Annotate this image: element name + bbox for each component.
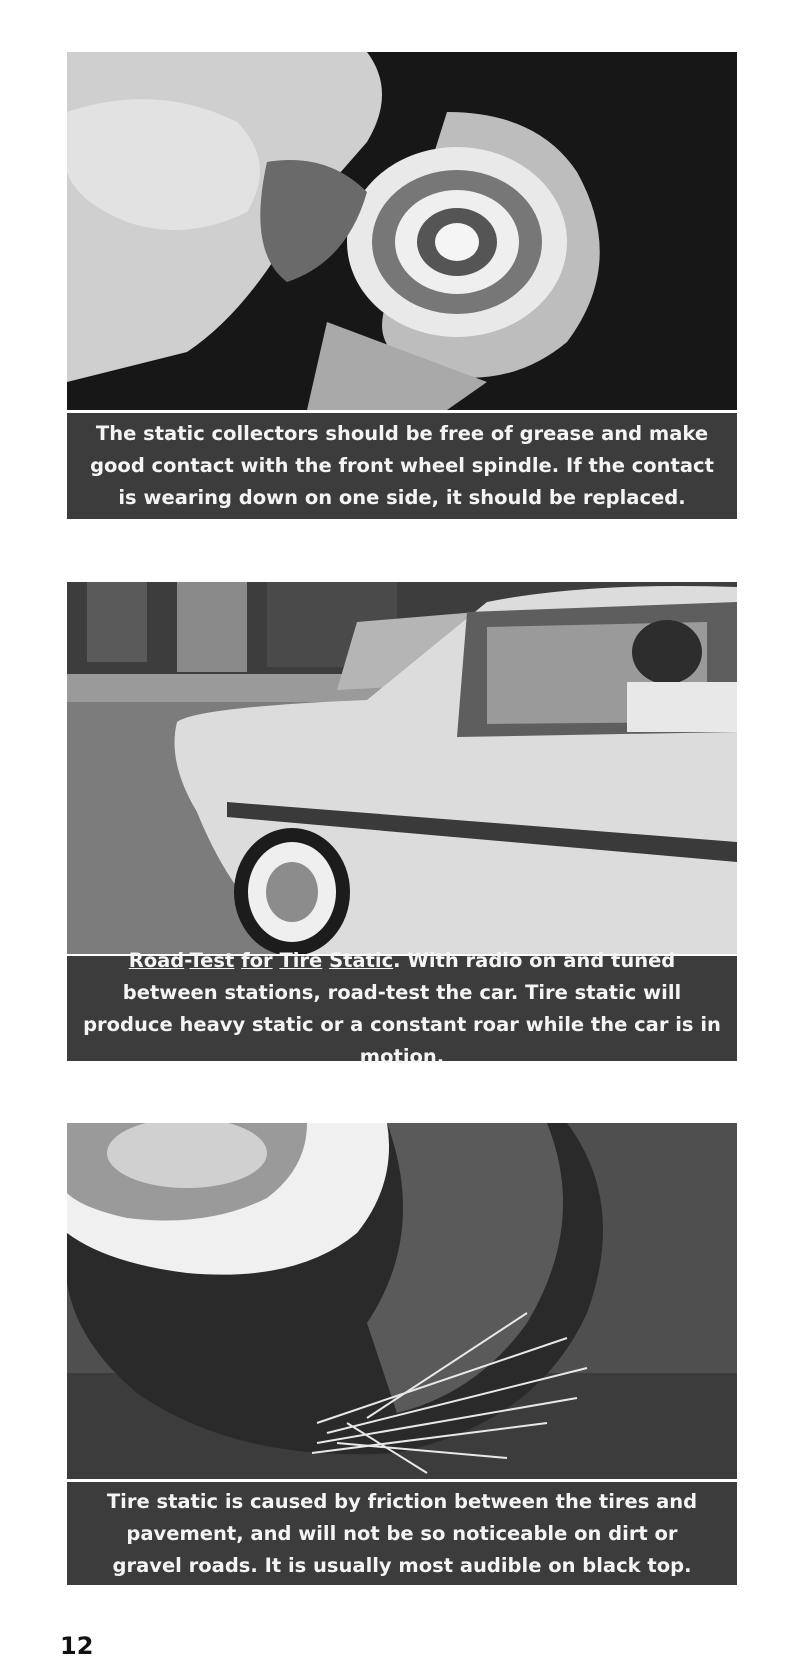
caption-text: The static collectors should be free of grease and make good contact with the front wheel spindle. If the contact is wearing down on one side, it should be replaced. [90,422,714,509]
caption-road: Road [128,948,185,972]
caption-dash: - [184,948,190,972]
car-road-test-photo [67,582,737,954]
caption-text [81,945,723,1073]
caption-static: Static [329,948,394,972]
caption-for: for [241,948,273,972]
caption-rest: . With radio on and tuned between stations, road-test the car. Tire static will produce heavy static or a constant roar while the car is in motion. [83,948,721,1068]
caption-text: Tire static is caused by friction between the tires and pavement, and will not be so noticeable on dirt or gravel roads. It is usually most audible on black top. [106,1489,698,1577]
page-number: 12 [60,1632,94,1660]
caption-test: Test [189,948,235,972]
caption-tire: Tire [279,948,323,972]
road-test-caption [67,948,737,1068]
static-collector-photo [67,52,737,410]
static-collector-caption [67,413,737,519]
tire-static-caption [67,1482,737,1585]
tire-static-sparks-photo [67,1123,737,1479]
